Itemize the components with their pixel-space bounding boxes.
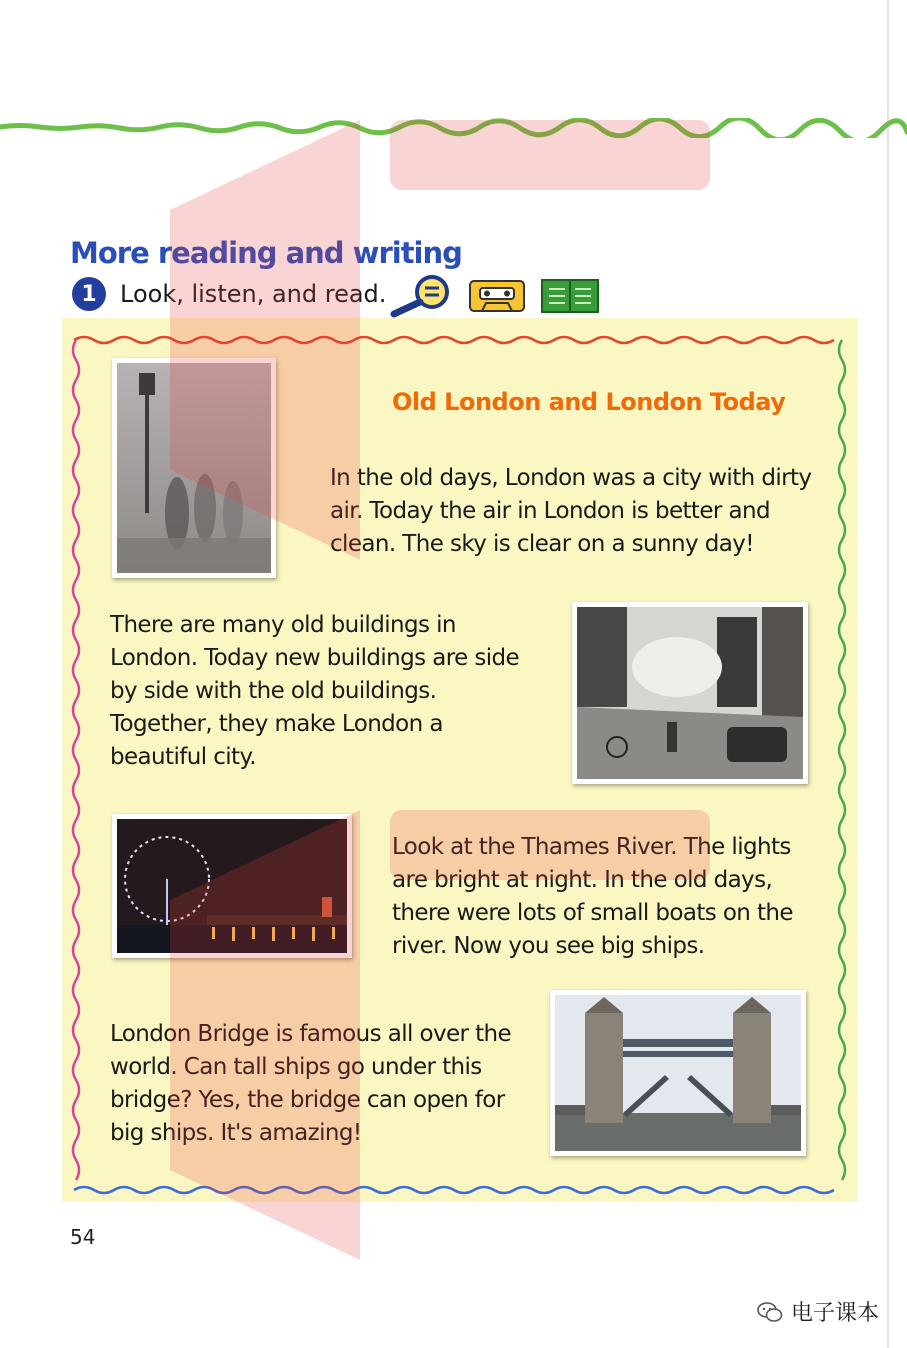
wechat-icon (757, 1301, 783, 1323)
paragraph-thames: Look at the Thames River. The lights are bright at night. In the old days, there were lots of small boats on the river. Now you see big ships. (392, 834, 793, 959)
footer-credit-text: 电子课本 (790, 1301, 879, 1326)
story-title: Old London and London Today (392, 388, 786, 416)
tower-bridge-photo (550, 990, 806, 1156)
thames-night-photo (112, 814, 352, 958)
footer-credit (757, 1296, 879, 1327)
foggy-street-photo (112, 358, 276, 578)
page-gutter (887, 0, 889, 1348)
paragraph-buildings: There are many old buildings in London. Today new buildings are side by side with the old buildings. Together, they make London a beautiful city. (110, 612, 520, 770)
page-number: 54 (70, 1225, 96, 1249)
cassette-icon (468, 277, 526, 315)
green-rule (0, 118, 907, 138)
instruction-text: Look, listen, and read. (120, 280, 387, 308)
book-icon (540, 276, 600, 316)
old-buildings-photo (572, 602, 808, 784)
instruction-row (72, 276, 386, 312)
magnifier-icon (388, 274, 454, 318)
step-number-badge: 1 (72, 277, 106, 311)
section-title: More reading and writing (70, 236, 462, 270)
paragraph-bridge: London Bridge is famous all over the world. Can tall ships go under this bridge? Yes, the bridge can open for big ships. It's amazing! (110, 1021, 512, 1146)
paragraph-air: In the old days, London was a city with dirty air. Today the air in London is better and clean. The sky is clear on a sunny day! (330, 465, 812, 557)
activity-icons (388, 274, 600, 318)
